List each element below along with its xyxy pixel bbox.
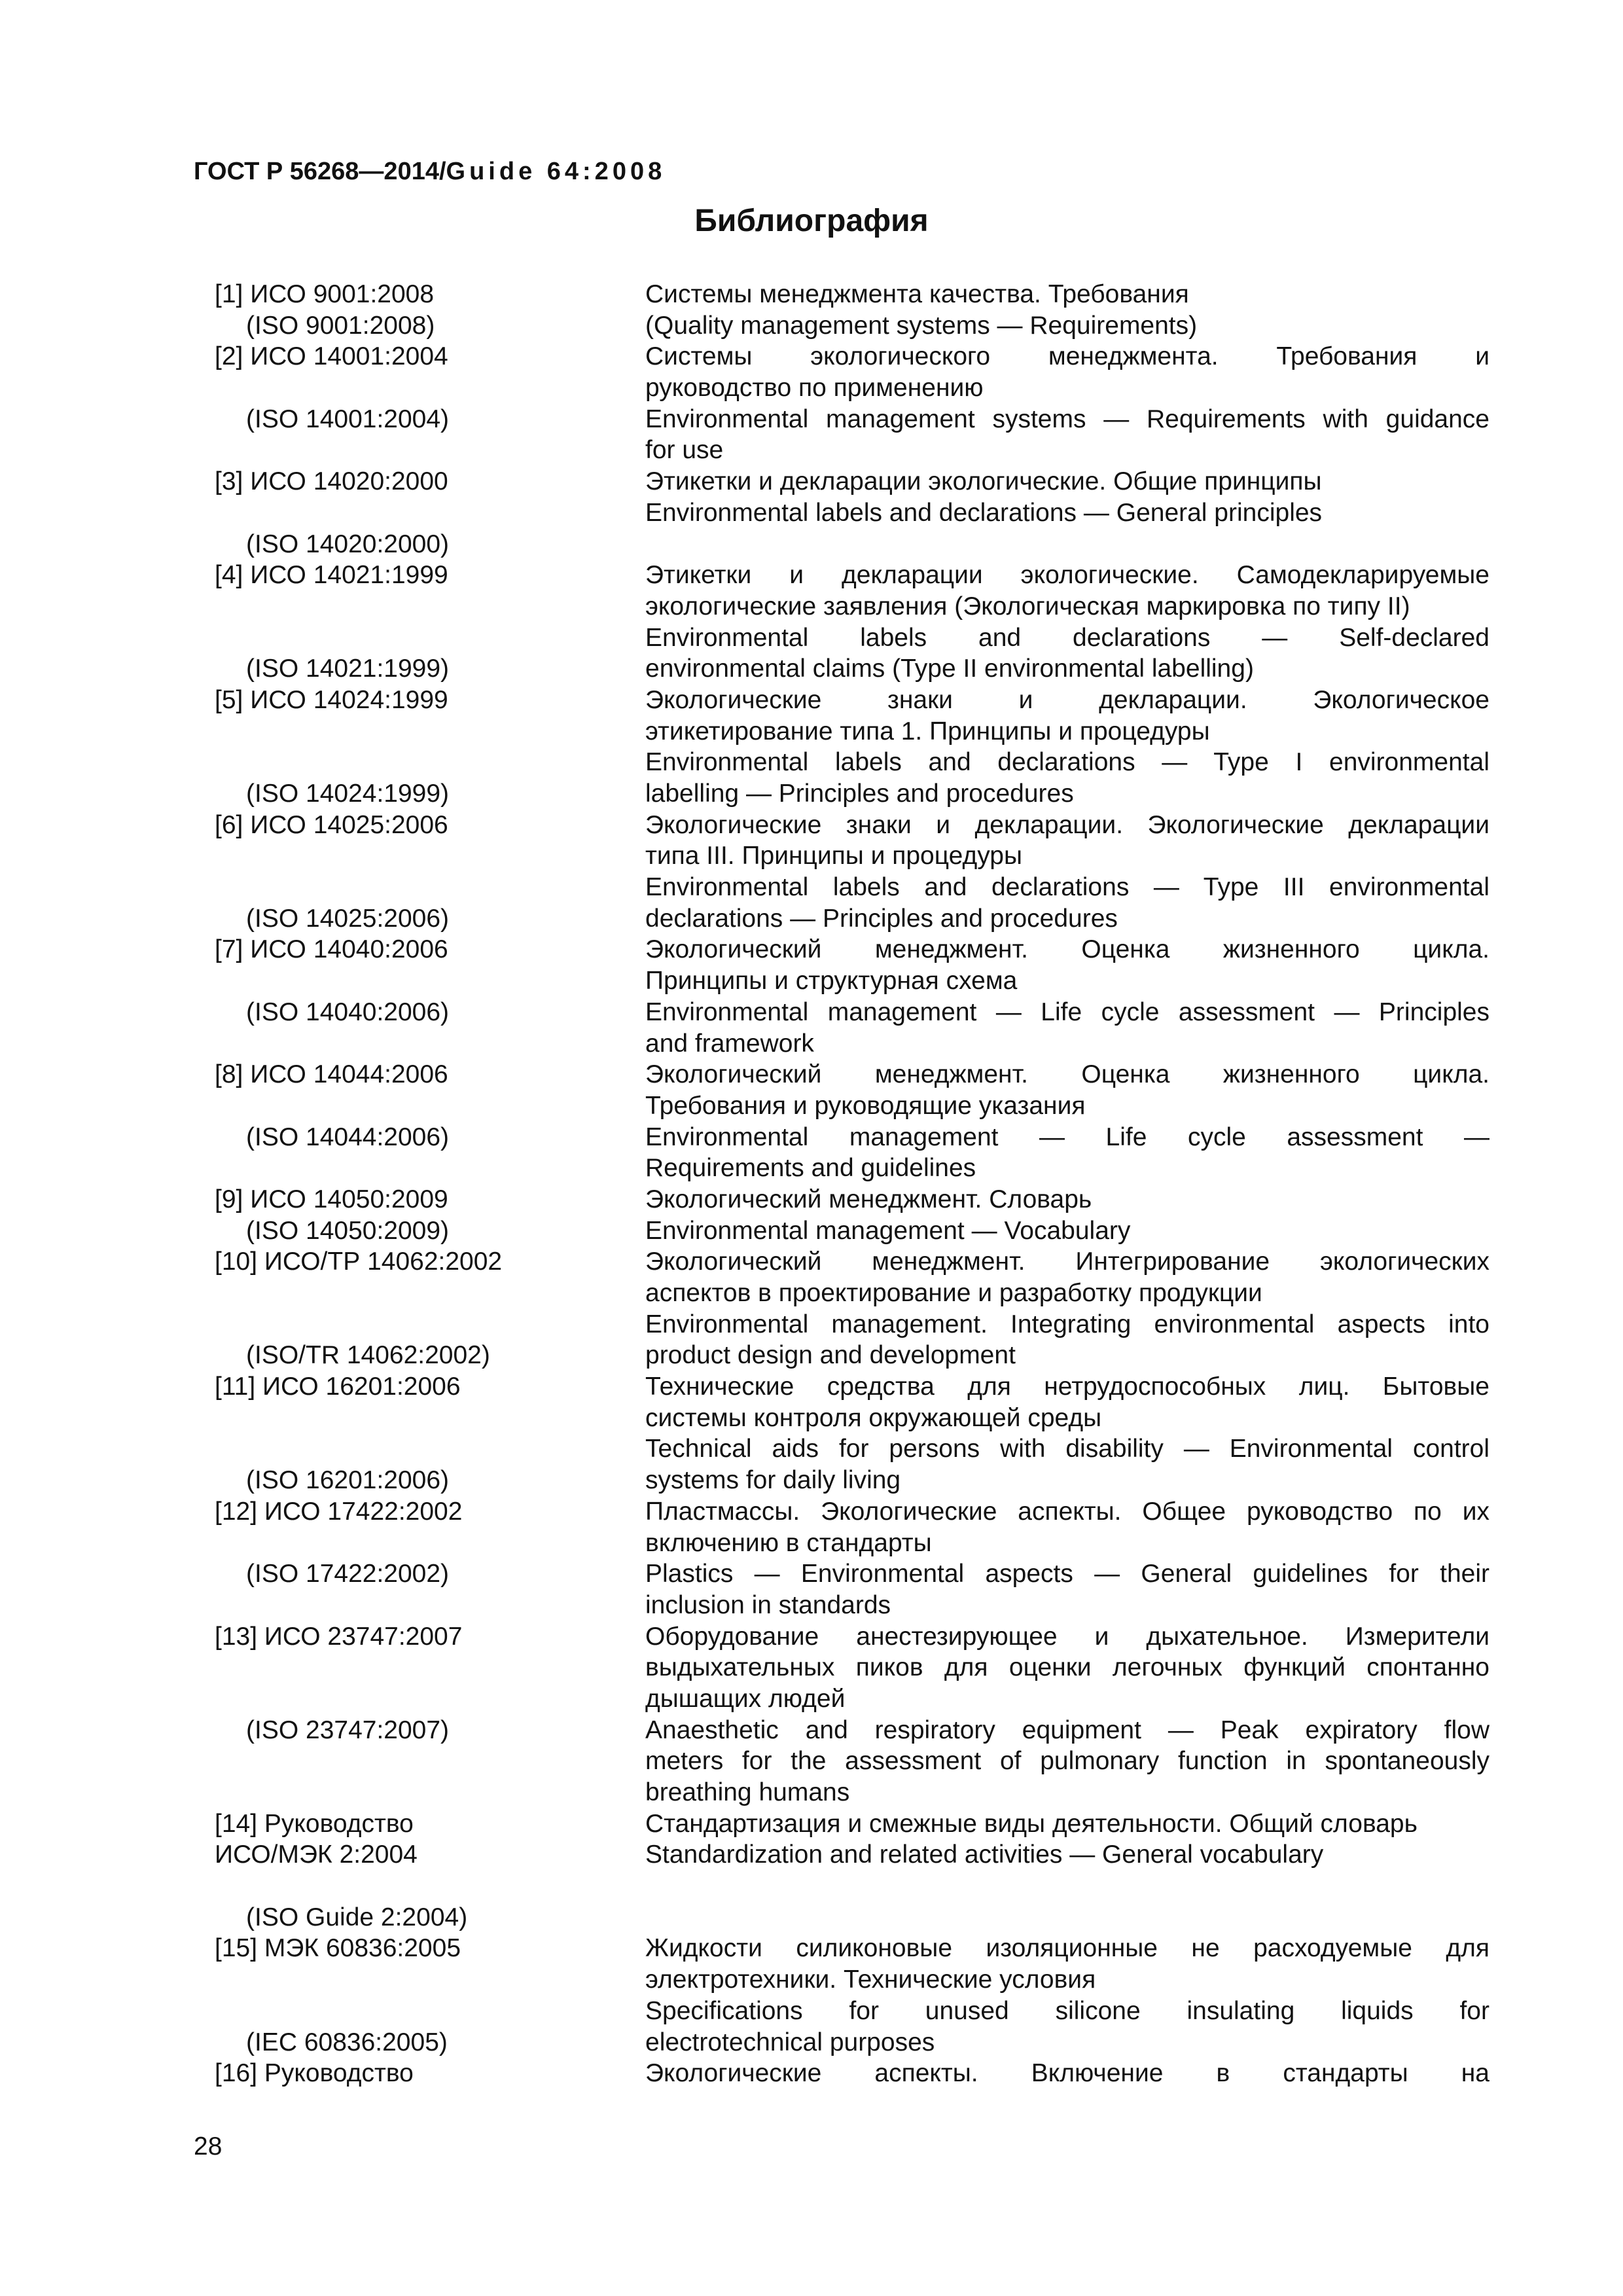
bibliography-line	[0, 1996, 1623, 2027]
bibliography-line	[0, 840, 1623, 872]
reference-designation: (IEC 60836:2005)	[246, 2028, 448, 2056]
reference-title: (Quality management systems — Requirements)	[645, 311, 1198, 340]
reference-title: включению в стандарты	[645, 1528, 932, 1557]
reference-title: Оборудование анестезирующее и дыхательное. Измерители	[645, 1622, 1489, 1651]
guide-code: Guide 64:2008	[446, 158, 666, 185]
reference-designation: [10] ИСО/ТР 14062:2002	[215, 1247, 503, 1276]
reference-title: дышащих людей	[645, 1684, 846, 1713]
reference-title: Plastics — Environmental aspects — General guidelines for their	[645, 1560, 1489, 1588]
reference-title: and framework	[645, 1029, 814, 1058]
page-title: Библиография	[694, 204, 929, 238]
reference-designation: [6] ИСО 14025:2006	[215, 810, 448, 839]
reference-title: Экологические аспекты. Включение в стандарты на	[645, 2059, 1489, 2088]
reference-title: этикетирование типа 1. Принципы и процедуры	[645, 717, 1210, 745]
bibliography-line	[0, 1496, 1623, 1528]
bibliography-line	[0, 435, 1623, 466]
bibliography-line	[0, 1590, 1623, 1621]
reference-title: Экологический менеджмент. Оценка жизненного цикла.	[645, 935, 1489, 964]
reference-designation: [13] ИСО 23747:2007	[215, 1622, 463, 1651]
bibliography-line	[0, 685, 1623, 716]
bibliography-line	[0, 591, 1623, 622]
reference-designation: (ISO 16201:2006)	[246, 1466, 450, 1495]
standard-code: ГОСТ Р 56268—2014/	[194, 158, 446, 185]
reference-title: Environmental labels and declarations — General principles	[645, 498, 1323, 527]
bibliography-line	[0, 778, 1623, 810]
reference-title: Environmental management systems — Requirements with guidance	[645, 404, 1489, 433]
reference-title: for use	[645, 436, 724, 465]
reference-designation: [16] Руководство	[215, 2059, 414, 2088]
bibliography-line	[0, 1246, 1623, 1278]
reference-title: product design and development	[645, 1341, 1016, 1370]
reference-title: Environmental management — Vocabulary	[645, 1216, 1131, 1245]
bibliography-line	[0, 997, 1623, 1028]
reference-designation: (ISO 14020:2000)	[246, 529, 450, 558]
bibliography-line	[0, 1558, 1623, 1590]
reference-title: breathing humans	[645, 1778, 850, 1806]
bibliography-line	[0, 1528, 1623, 1559]
reference-title: Environmental management — Life cycle assessment —	[645, 1122, 1489, 1151]
reference-designation: [4] ИСО 14021:1999	[215, 561, 448, 590]
bibliography-line	[0, 466, 1623, 497]
reference-designation: (ISO 14024:1999)	[246, 780, 450, 808]
reference-title: аспектов в проектирование и разработку продукции	[645, 1279, 1262, 1307]
reference-title: Environmental labels and declarations — Type III environmental	[645, 873, 1489, 902]
bibliography-line	[0, 1090, 1623, 1122]
bibliography-line	[0, 1340, 1623, 1371]
reference-designation: [11] ИСО 16201:2006	[215, 1372, 461, 1401]
bibliography-line	[0, 1871, 1623, 1902]
bibliography-line	[0, 1746, 1623, 1777]
bibliography-line	[0, 1153, 1623, 1184]
bibliography-line	[0, 1683, 1623, 1715]
reference-designation: [1] ИСО 9001:2008	[215, 280, 435, 308]
reference-title: типа III. Принципы и процедуры	[645, 842, 1023, 870]
bibliography-line	[0, 716, 1623, 747]
reference-designation: (ISO 14021:1999)	[246, 655, 450, 683]
reference-designation: [3] ИСО 14020:2000	[215, 467, 448, 496]
bibliography-line	[0, 1652, 1623, 1683]
reference-designation: (ISO 14044:2006)	[246, 1122, 450, 1151]
reference-title: Требования и руководящие указания	[645, 1091, 1086, 1120]
reference-title: выдыхательных пиков для оценки легочных функций спонтанно	[645, 1653, 1489, 1682]
reference-designation: [12] ИСО 17422:2002	[215, 1497, 463, 1526]
reference-designation: [8] ИСО 14044:2006	[215, 1060, 448, 1089]
reference-title: Экологический менеджмент. Словарь	[645, 1185, 1092, 1213]
bibliography-line	[0, 1403, 1623, 1434]
bibliography-line	[0, 1933, 1623, 1964]
reference-title: Technical aids for persons with disability — Environmental control	[645, 1435, 1489, 1463]
reference-designation: (ISO 14001:2004)	[246, 404, 450, 433]
reference-title: Системы менеджмента качества. Требования	[645, 280, 1189, 308]
bibliography-line	[0, 1278, 1623, 1309]
reference-title: meters for the assessment of pulmonary function in spontaneously	[645, 1747, 1489, 1776]
reference-designation: [2] ИСО 14001:2004	[215, 342, 448, 371]
bibliography-line	[0, 560, 1623, 591]
reference-designation: (ISO 14040:2006)	[246, 997, 450, 1026]
reference-designation: [9] ИСО 14050:2009	[215, 1185, 448, 1213]
bibliography-line	[0, 810, 1623, 841]
reference-designation: (ISO 9001:2008)	[246, 311, 435, 340]
bibliography-line	[0, 1309, 1623, 1340]
reference-title: labelling — Principles and procedures	[645, 780, 1074, 808]
bibliography-line	[0, 934, 1623, 965]
bibliography-line	[0, 1465, 1623, 1496]
reference-designation: (ISO Guide 2:2004)	[246, 1903, 468, 1931]
reference-designation: (ISO 14025:2006)	[246, 904, 450, 933]
reference-designation: ИСО/МЭК 2:2004	[215, 1840, 418, 1869]
bibliography-line	[0, 622, 1623, 654]
bibliography-line	[0, 1184, 1623, 1215]
reference-title: Environmental labels and declarations — Self-declared	[645, 623, 1489, 652]
reference-title: Пластмассы. Экологические аспекты. Общее руководство по их	[645, 1497, 1489, 1526]
reference-title: Системы экологического менеджмента. Требования и	[645, 342, 1489, 371]
reference-designation: [14] Руководство	[215, 1809, 414, 1838]
reference-title: Принципы и структурная схема	[645, 967, 1018, 996]
reference-title: Экологические знаки и декларации. Экологическое	[645, 685, 1489, 714]
bibliography-line	[0, 1839, 1623, 1871]
bibliography-line	[0, 1964, 1623, 1996]
reference-title: systems for daily living	[645, 1466, 901, 1495]
reference-title: environmental claims (Type II environmental labelling)	[645, 655, 1254, 683]
reference-designation: [7] ИСО 14040:2006	[215, 935, 448, 964]
reference-designation: (ISO 23747:2007)	[246, 1715, 450, 1744]
bibliography-list	[0, 279, 1623, 2089]
reference-title: Технические средства для нетрудоспособных лиц. Бытовые	[645, 1372, 1489, 1401]
reference-title: Экологические знаки и декларации. Экологические декларации	[645, 810, 1489, 839]
bibliography-line	[0, 872, 1623, 903]
reference-title: Anaesthetic and respiratory equipment — Peak expiratory flow	[645, 1715, 1489, 1744]
reference-title: Экологический менеджмент. Интегрирование экологических	[645, 1247, 1489, 1276]
bibliography-line	[0, 404, 1623, 435]
reference-designation: (ISO 14050:2009)	[246, 1216, 450, 1245]
reference-designation: (ISO 17422:2002)	[246, 1560, 450, 1588]
reference-title: Стандартизация и смежные виды деятельности. Общий словарь	[645, 1809, 1418, 1838]
bibliography-line	[0, 1059, 1623, 1090]
bibliography-line	[0, 1621, 1623, 1653]
reference-title: Specifications for unused silicone insulating liquids for	[645, 1996, 1489, 2025]
bibliography-line	[0, 1371, 1623, 1403]
reference-designation: [15] МЭК 60836:2005	[215, 1934, 461, 1963]
bibliography-line	[0, 747, 1623, 778]
bibliography-line	[0, 1902, 1623, 1933]
bibliography-line	[0, 1433, 1623, 1465]
bibliography-line	[0, 653, 1623, 685]
reference-title: электротехники. Технические условия	[645, 1965, 1096, 1994]
bibliography-line	[0, 341, 1623, 372]
bibliography-line	[0, 1808, 1623, 1840]
reference-title: Этикетки и декларации экологические. Самодекларируемые	[645, 561, 1489, 590]
bibliography-line	[0, 2058, 1623, 2089]
reference-title: Standardization and related activities — General vocabulary	[645, 1840, 1324, 1869]
reference-designation: [5] ИСО 14024:1999	[215, 685, 448, 714]
reference-designation: (ISO/TR 14062:2002)	[246, 1341, 490, 1370]
reference-title: Environmental management — Life cycle assessment — Principles	[645, 997, 1489, 1026]
bibliography-line	[0, 903, 1623, 935]
bibliography-line	[0, 1715, 1623, 1746]
reference-title: Environmental management. Integrating environmental aspects into	[645, 1310, 1489, 1338]
reference-title: Этикетки и декларации экологические. Общие принципы	[645, 467, 1322, 496]
bibliography-line	[0, 372, 1623, 404]
reference-title: экологические заявления (Экологическая маркировка по типу II)	[645, 592, 1410, 620]
bibliography-line	[0, 529, 1623, 560]
bibliography-line	[0, 965, 1623, 997]
bibliography-line	[0, 1028, 1623, 1060]
bibliography-line	[0, 2027, 1623, 2058]
reference-title: Экологический менеджмент. Оценка жизненного цикла.	[645, 1060, 1489, 1089]
reference-title: руководство по применению	[645, 374, 984, 403]
bibliography-line	[0, 279, 1623, 310]
reference-title: declarations — Principles and procedures	[645, 904, 1118, 933]
document-header	[194, 157, 666, 186]
bibliography-line	[0, 1215, 1623, 1247]
bibliography-line	[0, 310, 1623, 342]
page-number: 28	[194, 2132, 223, 2161]
reference-title: Жидкости силиконовые изоляционные не расходуемые для	[645, 1934, 1489, 1963]
reference-title: Environmental labels and declarations — Type I environmental	[645, 748, 1489, 777]
bibliography-line	[0, 1122, 1623, 1153]
bibliography-line	[0, 1777, 1623, 1808]
bibliography-line	[0, 497, 1623, 529]
reference-title: inclusion in standards	[645, 1590, 891, 1619]
reference-title: electrotechnical purposes	[645, 2028, 935, 2056]
reference-title: системы контроля окружающей среды	[645, 1403, 1102, 1432]
reference-title: Requirements and guidelines	[645, 1154, 976, 1183]
